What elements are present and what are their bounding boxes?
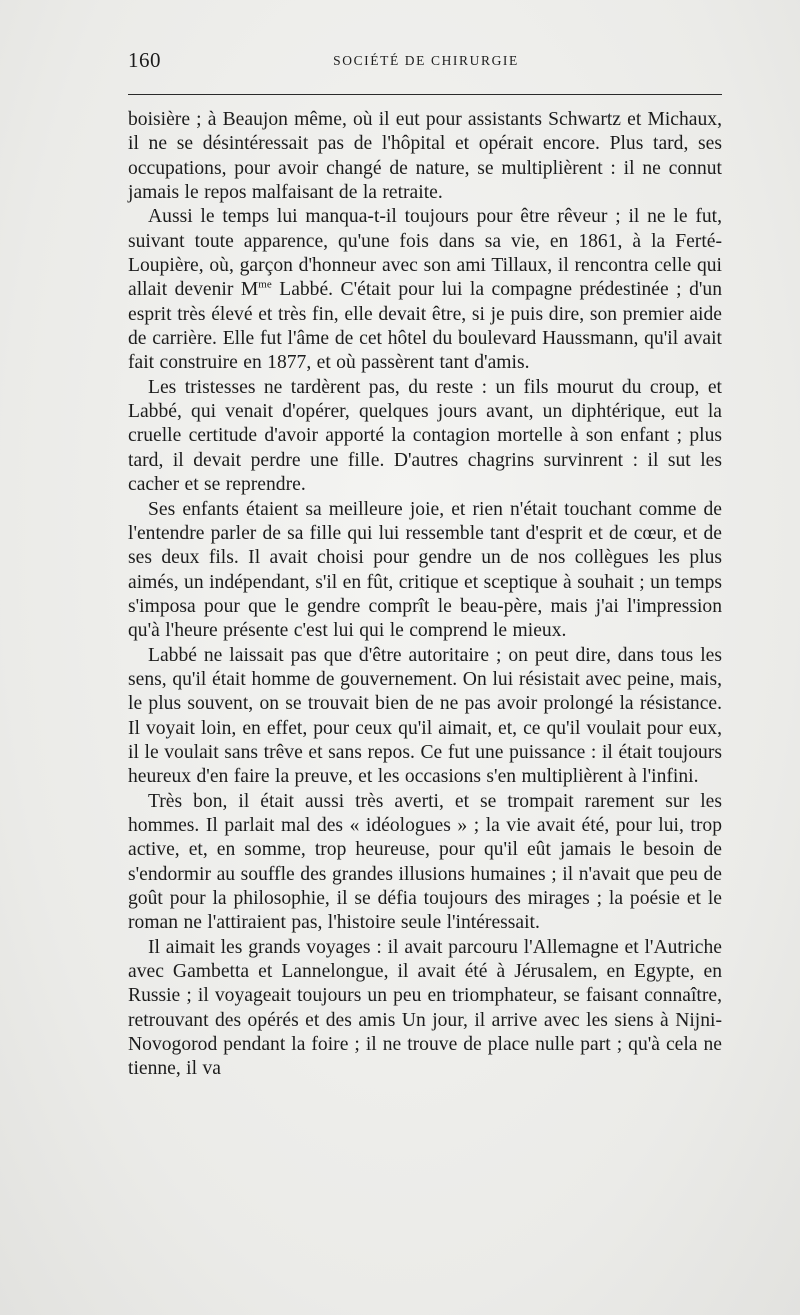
superscript-me: me: [258, 278, 272, 291]
paragraph-2: [128, 205, 722, 375]
paragraph-6: Très bon, il était aussi très averti, et se trompait rarement sur les hommes. Il parlait mal des « idéologues » ; la vie avait été, pour lui, trop active, et, en somme, trop heureuse, pour qu'il eût jamais le besoin de s'endormir au souffle des grandes illusions humaines ; il n'avait que peu de goût pour la philosophie, il se défia toujours des mirages ; la poésie et le roman ne l'attiraient pas, l'histoire seule l'intéressait.: [128, 790, 722, 934]
paragraph-3: Les tristesses ne tardèrent pas, du reste : un fils mourut du croup, et Labbé, qui venait d'opérer, quelques jours avant, un diphtérique, eut la cruelle certitude d'avoir apporté la contagion mortelle à son enfant ; plus tard, il devait perdre une fille. D'autres chagrins survinrent : il sut les cacher et se reprendre.: [128, 376, 722, 496]
header-rule: [128, 94, 722, 95]
paragraph-2-text: Aussi le temps lui manqua-t-il toujours pour être rêveur ; il ne le fut, suivant toute apparence, qu'une fois dans sa vie, en 1861, à la Ferté-Loupière, où, garçon d'honneur avec son ami Tillaux, il rencontra celle qui allait devenir M: [128, 206, 722, 301]
paragraph-2-tail: Labbé. C'était pour lui la compagne prédestinée ; d'un esprit très élevé et très fin, elle devait être, si je puis dire, son premier aide de carrière. Elle fut l'âme de cet hôtel du boulevard Haussmann, qu'il avait fait construire en 1877, et où passèrent tant d'amis.: [128, 279, 723, 374]
running-head: SOCIÉTÉ DE CHIRURGIE: [333, 53, 519, 68]
page-header: [128, 48, 724, 78]
paragraph-7: Il aimait les grands voyages : il avait parcouru l'Allemagne et l'Autriche avec Gambetta et Lannelongue, il avait été à Jérusalem, en Egypte, en Russie ; il voyageait toujours un peu en triomphateur, se faisant connaître, retrouvant des opérés et des amis Un jour, il arrive avec les siens à Nijni-Novogorod pendant la foire ; il ne trouve de place nulle part ; qu'à cela ne tienne, il va: [128, 936, 722, 1080]
body-text: [128, 108, 722, 1082]
page-number: 160: [128, 48, 161, 72]
paragraph-4: Ses enfants étaient sa meilleure joie, et rien n'était touchant comme de l'entendre parler de sa fille qui lui ressemble tant d'esprit et de cœur, et de ses deux fils. Il avait choisi pour gendre un de nos collègues les plus aimés, un indépendant, s'il en fût, critique et sceptique à souhait ; un temps s'imposa pour que le gendre comprît le beau-père, mais j'ai l'impression qu'à l'heure présente c'est lui qui le comprend le mieux.: [128, 498, 722, 642]
paragraph-1: boisière ; à Beaujon même, où il eut pour assistants Schwartz et Michaux, il ne se désintéressait pas de l'hôpital et opérait encore. Plus tard, ses occupations, pour avoir changé de nature, se multiplièrent : il ne connut jamais le repos malfaisant de la retraite.: [128, 109, 722, 204]
paragraph-5: Labbé ne laissait pas que d'être autoritaire ; on peut dire, dans tous les sens, qu'il était homme de gouvernement. On lui résistait avec peine, mais, le plus souvent, on se trouvait bien de ne pas avoir prolongé la résistance. Il voyait loin, en effet, pour ceux qu'il aimait, et, ce qu'il voulait pour eux, il le voulait sans trêve et sans repos. Ce fut une puissance : il était toujours heureux d'en faire la preuve, et les occasions s'en multiplièrent à l'infini.: [128, 644, 722, 788]
